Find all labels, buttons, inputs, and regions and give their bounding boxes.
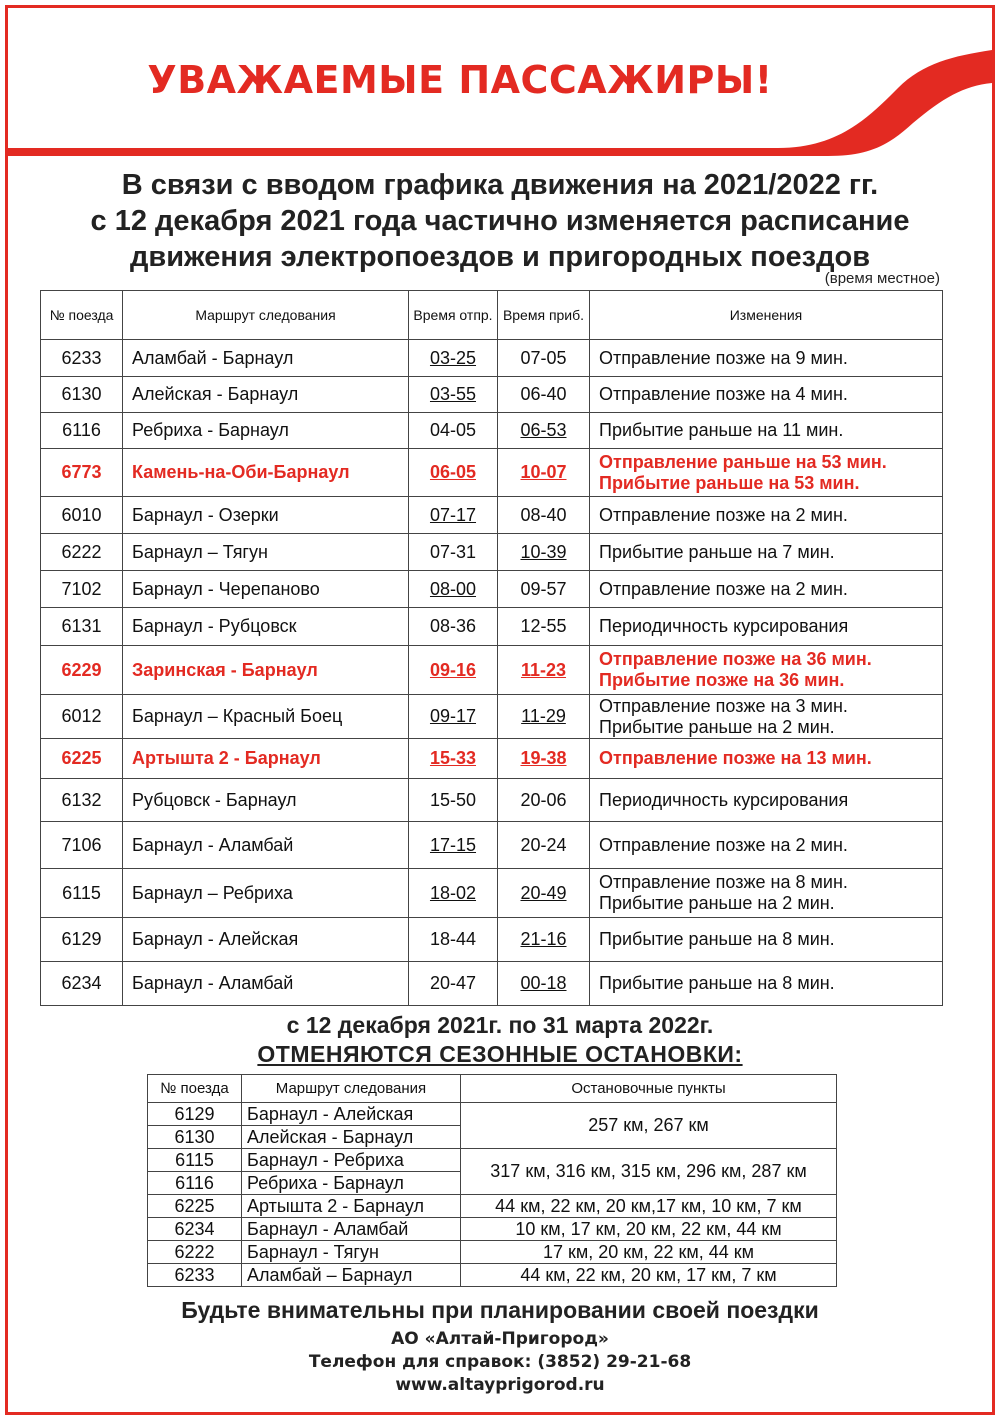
col-stops: Остановочные пункты <box>461 1075 837 1103</box>
departure-time <box>409 962 498 1006</box>
change-line-2: Прибытие раньше на 53 мин. <box>599 472 860 493</box>
stop-points: 44 км, 22 км, 20 км,17 км, 10 км, 7 км <box>461 1195 837 1218</box>
change-line-2: Прибытие позже на 36 мин. <box>599 670 845 690</box>
change-note <box>590 377 943 413</box>
change-line-1: Отправление позже на 2 мин. <box>599 834 848 855</box>
change-line-2: Прибытие раньше на 2 мин. <box>599 893 835 913</box>
train-number-text: 6131 <box>61 616 102 636</box>
route-text: Барнаул - Аламбай <box>132 834 294 855</box>
arrival-time <box>498 739 590 779</box>
route-text: Артышта 2 - Барнаул <box>132 748 321 768</box>
departure-time <box>409 340 498 377</box>
seasonal-header <box>148 1075 837 1103</box>
change-line-1: Отправление позже на 36 мин. <box>599 649 872 669</box>
departure-time <box>409 608 498 646</box>
train-number <box>41 377 123 413</box>
departure-time-text: 08-36 <box>429 616 477 636</box>
seasonal-date-range: с 12 декабря 2021г. по 31 марта 2022г. <box>286 1012 714 1038</box>
arrival-time-text: 20-24 <box>520 834 567 855</box>
change-note <box>590 869 943 918</box>
change-line-1: Периодичность курсирования <box>599 616 849 636</box>
table-row <box>41 534 943 571</box>
route <box>123 869 409 918</box>
route-text: Заринская - Барнаул <box>132 659 318 680</box>
change-line-1: Отправление позже на 3 мин. <box>599 695 848 716</box>
route <box>123 822 409 869</box>
arrival-time-text: 20-06 <box>520 789 567 810</box>
departure-time <box>409 646 498 695</box>
route <box>123 695 409 739</box>
change-note <box>590 962 943 1006</box>
route: Аламбай – Барнаул <box>242 1264 461 1287</box>
route-text: Аламбай - Барнаул <box>132 347 294 368</box>
change-line-1: Периодичность курсирования <box>599 789 849 810</box>
stop-points: 257 км, 267 км <box>461 1103 837 1149</box>
route-text: Ребриха - Барнаул <box>132 420 289 440</box>
route-text: Барнаул – Тягун <box>132 541 268 562</box>
train-number: 6130 <box>148 1126 242 1149</box>
train-number: 6233 <box>148 1264 242 1287</box>
seasonal-table <box>147 1074 837 1287</box>
train-number <box>41 779 123 822</box>
arrival-time-text: 10-39 <box>520 541 567 562</box>
change-line-1: Отправление позже на 8 мин. <box>599 872 848 892</box>
train-number <box>41 918 123 962</box>
change-note <box>590 449 943 497</box>
train-number-text: 7102 <box>61 578 102 599</box>
train-number: 6225 <box>148 1195 242 1218</box>
train-number-text: 6116 <box>62 420 101 440</box>
arrival-time <box>498 869 590 918</box>
change-note <box>590 822 943 869</box>
departure-time-text: 17-15 <box>429 834 477 855</box>
route <box>123 534 409 571</box>
train-number-text: 6115 <box>62 882 101 903</box>
change-line-1: Отправление раньше на 53 мин. <box>599 451 887 472</box>
arrival-time <box>498 646 590 695</box>
intro-line-1: В связи с вводом графика движения на 2021/2022 гг. <box>121 169 879 201</box>
departure-time-text: 04-05 <box>429 420 477 440</box>
table-row <box>148 1218 837 1241</box>
train-number: 6129 <box>148 1103 242 1126</box>
departure-time-text: 03-25 <box>429 347 477 368</box>
change-note <box>590 340 943 377</box>
train-number <box>41 646 123 695</box>
schedule-table <box>40 290 943 1006</box>
departure-time-text: 09-17 <box>429 706 477 726</box>
local-time-note: (время местное) <box>824 270 940 287</box>
col-train-number: № поезда <box>41 291 123 340</box>
arrival-time-text: 06-53 <box>520 420 567 440</box>
table-row <box>41 695 943 739</box>
departure-time <box>409 377 498 413</box>
table-row <box>41 413 943 449</box>
route <box>123 918 409 962</box>
col-route: Маршрут следования <box>242 1075 461 1103</box>
col-route: Маршрут следования <box>123 291 409 340</box>
train-number <box>41 449 123 497</box>
route <box>123 962 409 1006</box>
change-line-1: Отправление позже на 9 мин. <box>599 347 848 368</box>
table-row <box>41 377 943 413</box>
route-text: Барнаул - Черепаново <box>132 578 320 599</box>
change-note <box>590 779 943 822</box>
train-number-text: 6233 <box>61 347 102 368</box>
arrival-time <box>498 534 590 571</box>
table-row <box>41 779 943 822</box>
table-row <box>148 1241 837 1264</box>
table-row <box>41 962 943 1006</box>
table-row <box>41 869 943 918</box>
arrival-time <box>498 497 590 534</box>
route: Барнаул - Аламбай <box>242 1218 461 1241</box>
train-number <box>41 869 123 918</box>
train-number <box>41 571 123 608</box>
train-number-text: 6010 <box>61 504 102 525</box>
train-number: 6115 <box>148 1149 242 1172</box>
arrival-time <box>498 822 590 869</box>
departure-time <box>409 822 498 869</box>
arrival-time-text: 09-57 <box>520 578 567 599</box>
arrival-time-text: 12-55 <box>520 616 567 636</box>
route <box>123 646 409 695</box>
footer-phone: Телефон для справок: (3852) 29-21-68 <box>308 1352 692 1372</box>
col-arrival: Время приб. <box>498 291 590 340</box>
train-number <box>41 340 123 377</box>
arrival-time-text: 00-18 <box>520 973 567 993</box>
train-number: 6222 <box>148 1241 242 1264</box>
arrival-time <box>498 340 590 377</box>
stop-points: 10 км, 17 км, 20 км, 22 км, 44 км <box>461 1218 837 1241</box>
train-number <box>41 497 123 534</box>
arrival-time <box>498 571 590 608</box>
arrival-time <box>498 695 590 739</box>
change-note <box>590 739 943 779</box>
departure-time-text: 07-31 <box>429 541 477 562</box>
departure-time <box>409 571 498 608</box>
train-number-text: 6129 <box>61 929 102 949</box>
page-title: УВАЖАЕМЫЕ ПАССАЖИРЫ! <box>147 58 773 102</box>
departure-time <box>409 869 498 918</box>
arrival-time <box>498 779 590 822</box>
route <box>123 449 409 497</box>
table-row <box>41 918 943 962</box>
train-number-text: 6229 <box>61 659 102 680</box>
departure-time-text: 15-33 <box>429 748 477 768</box>
route: Ребриха - Барнаул <box>242 1172 461 1195</box>
train-number-text: 6773 <box>61 462 102 482</box>
arrival-time-text: 19-38 <box>520 748 567 768</box>
change-note <box>590 534 943 571</box>
arrival-time-text: 10-07 <box>520 462 567 482</box>
route <box>123 779 409 822</box>
departure-time-text: 18-44 <box>429 929 477 949</box>
change-note <box>590 413 943 449</box>
table-row <box>41 340 943 377</box>
departure-time-text: 08-00 <box>429 578 477 599</box>
change-note <box>590 497 943 534</box>
train-number-text: 6132 <box>61 789 102 810</box>
stop-points: 44 км, 22 км, 20 км, 17 км, 7 км <box>461 1264 837 1287</box>
train-number-text: 7106 <box>61 834 102 855</box>
train-number: 6234 <box>148 1218 242 1241</box>
departure-time <box>409 779 498 822</box>
departure-time-text: 03-55 <box>429 384 477 404</box>
route <box>123 739 409 779</box>
route: Артышта 2 - Барнаул <box>242 1195 461 1218</box>
train-number <box>41 608 123 646</box>
route-text: Барнаул - Алейская <box>132 929 299 949</box>
change-note <box>590 608 943 646</box>
route-text: Барнаул - Озерки <box>132 504 279 525</box>
train-number: 6116 <box>148 1172 242 1195</box>
change-line-1: Отправление позже на 4 мин. <box>599 384 848 404</box>
arrival-time <box>498 962 590 1006</box>
route <box>123 497 409 534</box>
change-line-2: Прибытие раньше на 2 мин. <box>599 716 835 737</box>
change-line-1: Отправление позже на 2 мин. <box>599 504 848 525</box>
departure-time-text: 06-05 <box>429 462 477 482</box>
schedule-header <box>41 291 943 340</box>
departure-time <box>409 497 498 534</box>
table-row <box>148 1103 837 1126</box>
route-text: Камень-на-Оби-Барнаул <box>132 462 350 482</box>
route-text: Барнаул – Ребриха <box>132 882 293 903</box>
departure-time <box>409 413 498 449</box>
train-number <box>41 695 123 739</box>
arrival-time <box>498 608 590 646</box>
route: Барнаул - Тягун <box>242 1241 461 1264</box>
departure-time <box>409 449 498 497</box>
arrival-time-text: 08-40 <box>520 504 567 525</box>
arrival-time-text: 20-49 <box>520 882 567 903</box>
change-note <box>590 695 943 739</box>
arrival-time-text: 07-05 <box>520 347 567 368</box>
route: Алейская - Барнаул <box>242 1126 461 1149</box>
stop-points: 17 км, 20 км, 22 км, 44 км <box>461 1241 837 1264</box>
train-number <box>41 822 123 869</box>
change-note <box>590 918 943 962</box>
change-line-1: Отправление позже на 2 мин. <box>599 578 848 599</box>
train-number-text: 6130 <box>61 384 102 404</box>
change-line-1: Прибытие раньше на 8 мин. <box>599 973 835 993</box>
departure-time <box>409 918 498 962</box>
arrival-time-text: 06-40 <box>520 384 567 404</box>
col-changes: Изменения <box>590 291 943 340</box>
route-text: Алейская - Барнаул <box>132 384 299 404</box>
route <box>123 377 409 413</box>
change-note <box>590 646 943 695</box>
change-note <box>590 571 943 608</box>
departure-time <box>409 739 498 779</box>
arrival-time-text: 21-16 <box>520 929 567 949</box>
table-row <box>148 1149 837 1172</box>
col-train-number: № поезда <box>148 1075 242 1103</box>
route-text: Барнаул - Рубцовск <box>132 616 297 636</box>
departure-time-text: 20-47 <box>429 973 477 993</box>
route-text: Барнаул - Аламбай <box>132 973 294 993</box>
table-row <box>41 497 943 534</box>
stop-points: 317 км, 316 км, 315 км, 296 км, 287 км <box>461 1149 837 1195</box>
table-row <box>148 1264 837 1287</box>
route: Барнаул - Ребриха <box>242 1149 461 1172</box>
table-row <box>41 449 943 497</box>
departure-time-text: 15-50 <box>429 789 477 810</box>
change-line-1: Прибытие раньше на 11 мин. <box>599 420 844 440</box>
table-row <box>148 1195 837 1218</box>
table-row <box>41 571 943 608</box>
arrival-time <box>498 377 590 413</box>
departure-time-text: 07-17 <box>429 504 477 525</box>
table-row <box>41 646 943 695</box>
change-line-1: Прибытие раньше на 7 мин. <box>599 541 835 562</box>
arrival-time <box>498 413 590 449</box>
intro-line-2: с 12 декабря 2021 года частично изменяется расписание <box>90 205 910 237</box>
arrival-time <box>498 449 590 497</box>
route <box>123 340 409 377</box>
train-number-text: 6012 <box>61 706 102 726</box>
arrival-time-text: 11-23 <box>520 659 567 680</box>
intro-line-3: движения электропоездов и пригородных поездов <box>129 241 871 273</box>
footer-website[interactable]: www.altayprigorod.ru <box>395 1375 605 1395</box>
table-row <box>41 739 943 779</box>
departure-time <box>409 695 498 739</box>
route-text: Барнаул – Красный Боец <box>132 706 343 726</box>
arrival-time <box>498 918 590 962</box>
table-row <box>41 822 943 869</box>
route: Барнаул - Алейская <box>242 1103 461 1126</box>
train-number <box>41 534 123 571</box>
footer-warning: Будьте внимательны при планировании своей поездки <box>181 1297 819 1323</box>
seasonal-heading: ОТМЕНЯЮТСЯ СЕЗОННЫЕ ОСТАНОВКИ: <box>257 1041 743 1067</box>
departure-time-text: 09-16 <box>429 659 477 680</box>
train-number-text: 6234 <box>61 973 102 993</box>
train-number-text: 6222 <box>61 541 102 562</box>
train-number <box>41 962 123 1006</box>
train-number <box>41 739 123 779</box>
footer-company: АО «Алтай-Пригород» <box>391 1329 609 1349</box>
route-text: Рубцовск - Барнаул <box>132 789 297 810</box>
departure-time-text: 18-02 <box>429 882 477 903</box>
route <box>123 571 409 608</box>
train-number <box>41 413 123 449</box>
train-number-text: 6225 <box>61 748 102 768</box>
departure-time <box>409 534 498 571</box>
change-line-1: Отправление позже на 13 мин. <box>599 748 872 768</box>
route <box>123 413 409 449</box>
change-line-1: Прибытие раньше на 8 мин. <box>599 929 835 949</box>
arrival-time-text: 11-29 <box>521 706 566 726</box>
table-row <box>41 608 943 646</box>
col-departure: Время отпр. <box>409 291 498 340</box>
route <box>123 608 409 646</box>
